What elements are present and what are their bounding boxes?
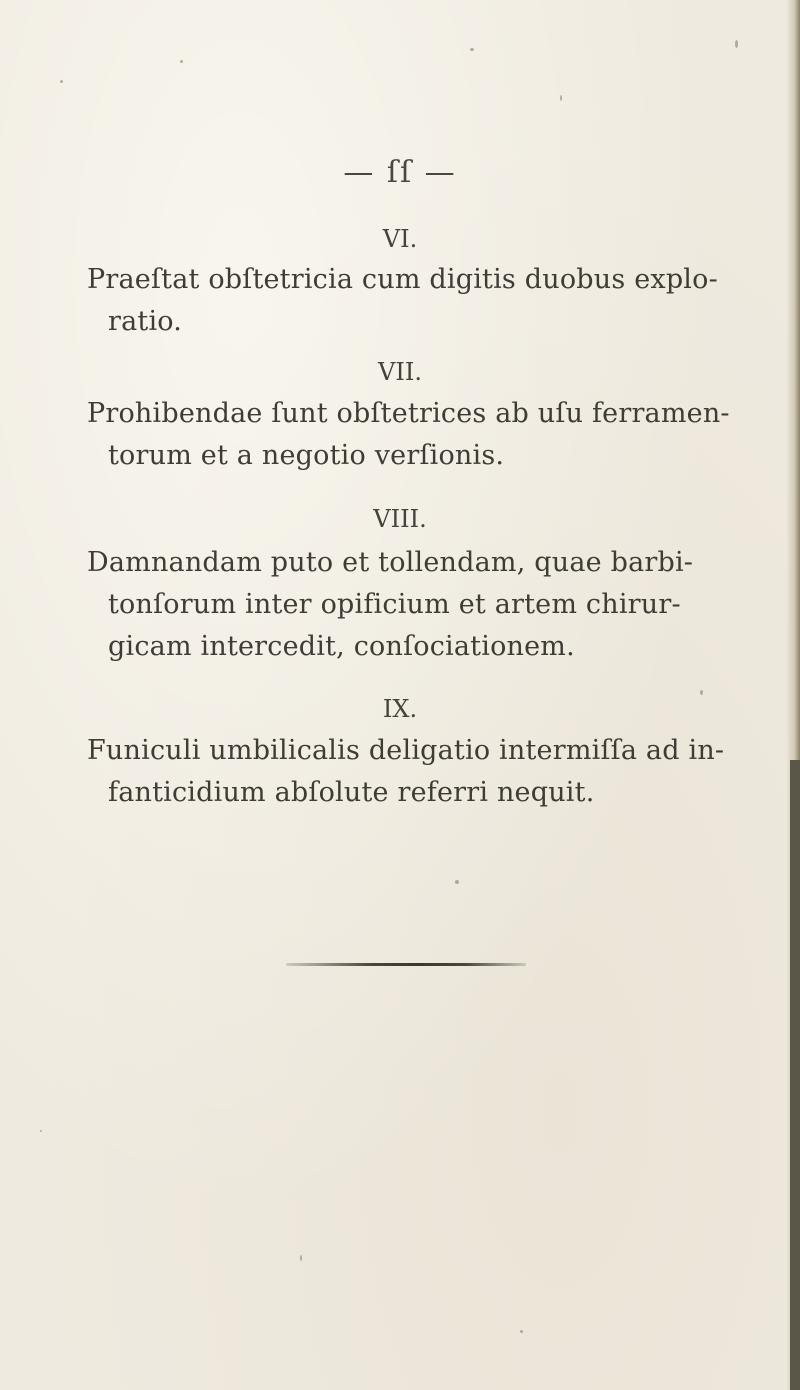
speck — [455, 880, 459, 884]
section-vii-line-1: Prohibendae ſunt obſtetrices ab uſu ferramen- — [87, 398, 730, 429]
section-vi-line-2: ratio. — [108, 306, 183, 337]
speck — [560, 95, 562, 101]
section-ix-line-1: Funiculi umbilicalis deligatio intermiſſa ad in- — [87, 735, 725, 766]
speck — [735, 40, 738, 48]
section-numeral-vi: VI. — [382, 225, 418, 253]
section-numeral-ix: IX. — [382, 695, 418, 723]
speck — [520, 1330, 523, 1333]
section-vi-line-1: Praeſtat obſtetricia cum digitis duobus explo- — [87, 264, 718, 295]
section-viii-line-3: gicam intercedit, conſociationem. — [108, 631, 575, 662]
section-viii-line-1: Damnandam puto et tollendam, quae barbi- — [87, 547, 694, 578]
section-vii-line-2: torum et a negotio verſionis. — [108, 440, 505, 471]
speck — [180, 60, 183, 63]
page-edge-dark — [790, 760, 800, 1390]
section-ix-line-2: fanticidium abſolute referri nequit. — [108, 777, 595, 808]
speck — [300, 1255, 302, 1261]
section-numeral-vii: VII. — [378, 358, 422, 386]
section-numeral-viii: VIII. — [373, 505, 427, 533]
page-header: — ſſ — — [343, 155, 457, 190]
speck — [470, 48, 474, 51]
closing-rule — [286, 963, 526, 966]
speck — [60, 80, 63, 83]
speck — [40, 1130, 42, 1132]
section-viii-line-2: tonſorum inter opificium et artem chirur- — [108, 589, 681, 620]
